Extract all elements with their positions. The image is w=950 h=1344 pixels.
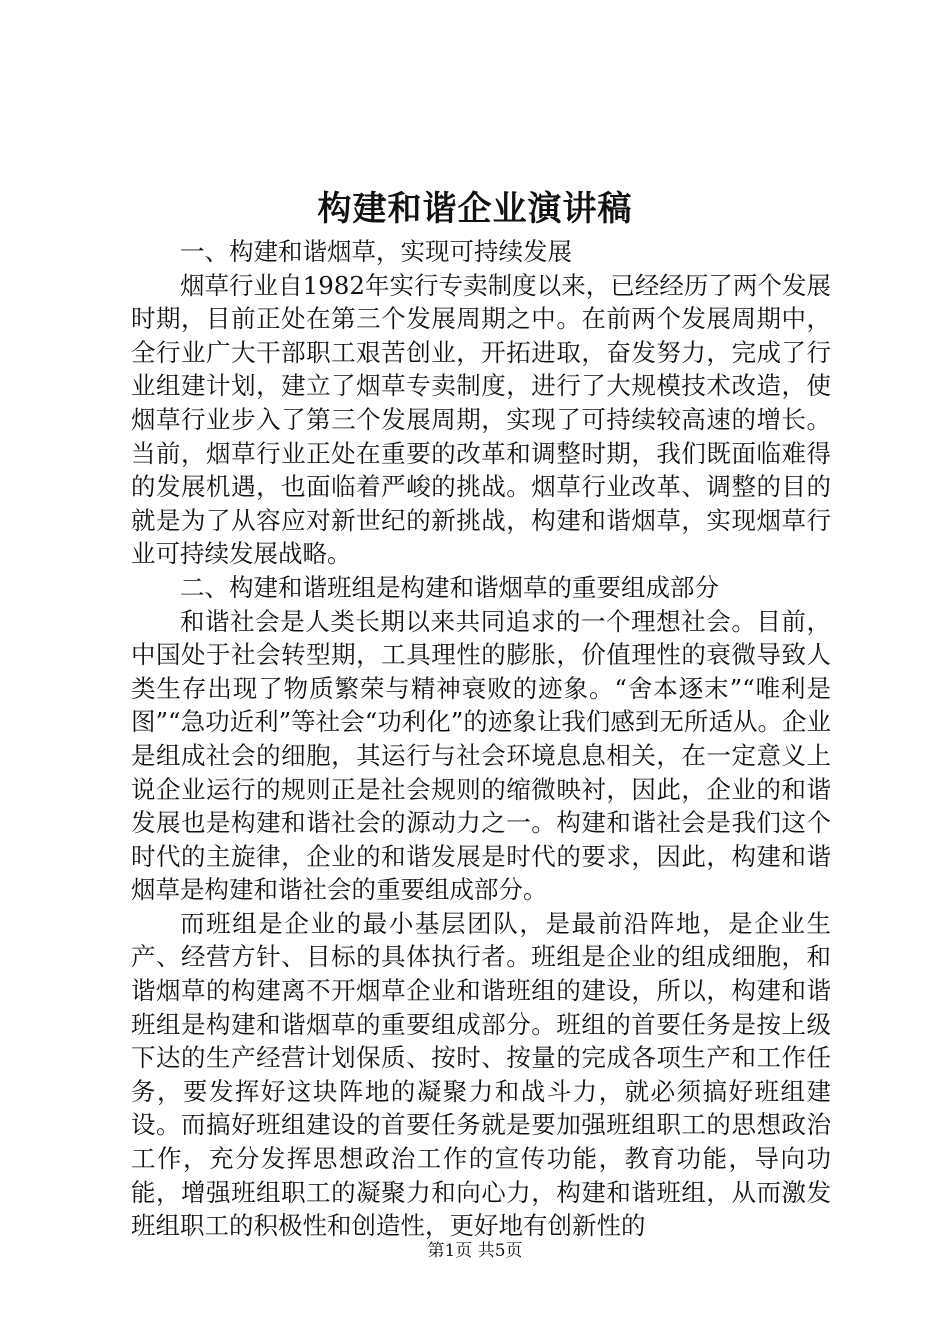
document-body [131, 235, 831, 1243]
paragraph: 烟草行业自1982年实行专卖制度以来，已经经历了两个发展时期，目前正处在第三个发展周期之中。在前两个发展周期中，全行业广大干部职工艰苦创业，开拓进取，奋发努力，完成了行业组建计划，建立了烟草专卖制度，进行了大规模技术改造，使烟草行业步入了第三个发展周期，实现了可持续较高速的增长。当前，烟草行业正处在重要的改革和调整时期，我们既面临难得的发展机遇，也面临着严峻的挑战。烟草行业改革、调整的目的就是为了从容应对新世纪的新挑战，构建和谐烟草，实现烟草行业可持续发展战略。 [131, 270, 831, 569]
paragraph: 而班组是企业的最小基层团队，是最前沿阵地，是企业生产、经营方针、目标的具体执行者。班组是企业的组成细胞，和谐烟草的构建离不开烟草企业和谐班组的建设，所以，构建和谐班组是构建和谐烟草的重要组成部分。班组的首要任务是按上级下达的生产经营计划保质、按时、按量的完成各项生产和工作任务，要发挥好这块阵地的凝聚力和战斗力，就必须搞好班组建设。而搞好班组建设的首要任务就是要加强班组职工的思想政治工作，充分发挥思想政治工作的宣传功能，教育功能，导向功能，增强班组职工的凝聚力和向心力，构建和谐班组，从而激发班组职工的积极性和创造性，更好地有创新性的 [131, 908, 831, 1241]
document-title: 构建和谐企业演讲稿 [317, 189, 633, 229]
section-heading-2: 二、构建和谐班组是构建和谐烟草的重要组成部分 [180, 572, 719, 602]
section-heading-1: 一、构建和谐烟草，实现可持续发展 [180, 237, 572, 266]
paragraph: 和谐社会是人类长期以来共同追求的一个理想社会。目前，中国处于社会转型期，工具理性的膨胀，价值理性的衰微导致人类生存出现了物质繁荣与精神衰败的迹象。“舍本逐末”“唯利是图”“急功近利”等社会“功利化”的迹象让我们感到无所适从。企业是组成社会的细胞，其运行与社会环境息息相关，在一定意义上说企业运行的规则正是社会规则的缩微映衬，因此，企业的和谐发展也是构建和谐社会的源动力之一。构建和谐社会是我们这个时代的主旋律，企业的和谐发展是时代的要求，因此，构建和谐烟草是构建和谐社会的重要组成部分。 [131, 606, 831, 905]
page-number-footer: 第1页 共5页 [427, 1241, 523, 1261]
